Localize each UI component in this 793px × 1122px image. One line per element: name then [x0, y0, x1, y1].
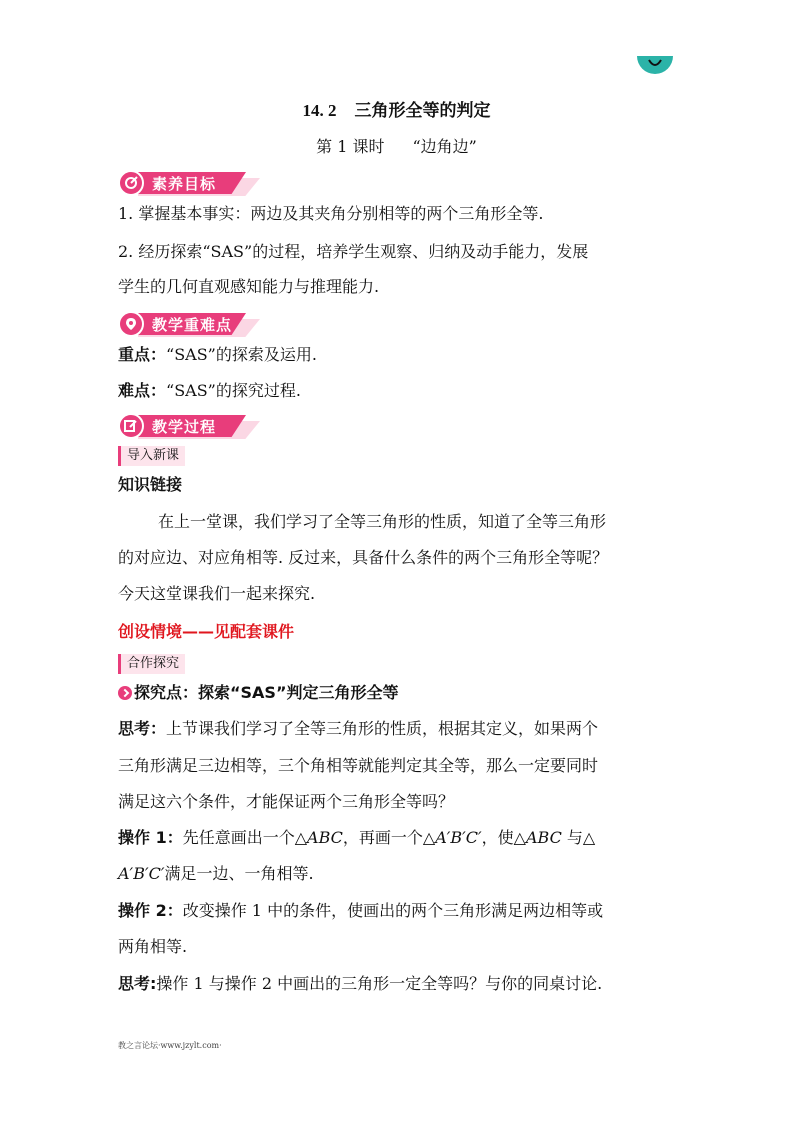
target-icon: [118, 170, 144, 196]
goal-line-1: 1. 掌握基本事实：两边及其夹角分别相等的两个三角形全等.: [118, 204, 544, 223]
explore-point-text: 探究点：探索“SAS”判定三角形全等: [134, 683, 399, 702]
op1-tri-abc-2: ABC: [525, 828, 562, 847]
op1-line-2: [118, 863, 314, 885]
op1-line-1: [118, 827, 595, 849]
intro-line-3: 今天这堂课我们一起来探究.: [118, 584, 316, 603]
op1-text-a: 先任意画出一个△: [182, 828, 308, 847]
subtitle-quote: “边角边”: [412, 137, 477, 156]
section-badge-goals: [118, 170, 258, 196]
op1-line2-text: 满足一边、一角相等.: [164, 864, 314, 883]
intro-line-1: 在上一堂课，我们学习了全等三角形的性质，知道了全等三角形: [158, 512, 607, 531]
focus-hard-text: “SAS”的探究过程.: [166, 381, 301, 400]
title-number: 14. 2: [302, 101, 337, 120]
focus-key-line: [118, 344, 317, 366]
think1-label: 思考：: [118, 719, 167, 738]
page-subtitle: [0, 134, 793, 157]
focus-key-label: 重点：: [118, 345, 167, 364]
footer-source: 教之言论坛·www.jzylt.com·: [118, 1041, 222, 1050]
section-badge-focus: [118, 311, 258, 337]
op1-line2-tri: A′B′C′: [118, 864, 165, 883]
op2-line-2: 两角相等.: [118, 937, 188, 956]
op1-text-d: 与△: [561, 828, 596, 847]
think2-text: 操作 1 与操作 2 中画出的三角形一定全等吗？与你的同桌讨论.: [156, 974, 603, 993]
section-label-goals: 素养目标: [152, 175, 217, 193]
pencil-note-icon: [118, 413, 144, 439]
page-title: [0, 96, 793, 121]
subtitle-lesson: 第 1 课时: [316, 137, 385, 156]
section-label-process: 教学过程: [152, 418, 217, 436]
arrow-circle-icon: [118, 686, 132, 700]
section-badge-process: [118, 413, 258, 439]
think2-line: [118, 973, 602, 995]
smile-icon: [645, 58, 665, 70]
op2-text-1: 改变操作 1 中的条件，使画出的两个三角形满足两边相等或: [182, 901, 604, 920]
title-text: 三角形全等的判定: [354, 101, 491, 121]
section-label-focus: 教学重难点: [152, 316, 233, 334]
goal-line-2: 2. 经历探索“SAS”的过程，培养学生观察、归纳及动手能力，发展: [118, 242, 589, 261]
op1-text-c: ，使△: [481, 828, 526, 847]
think2-label: 思考:: [118, 974, 157, 993]
intro-line-2: 的对应边、对应角相等. 反过来，具备什么条件的两个三角形全等呢？: [118, 548, 609, 567]
focus-key-text: “SAS”的探索及运用.: [166, 345, 317, 364]
tag-intro: 导入新课: [118, 446, 185, 466]
corner-smile-badge: [637, 56, 673, 74]
explore-point: [118, 682, 398, 704]
focus-hard-line: [118, 380, 301, 402]
op1-text-b: ，再画一个△: [342, 828, 436, 847]
situation-link: 创设情境——见配套课件: [118, 622, 295, 641]
think1-text-1: 上节课我们学习了全等三角形的性质，根据其定义，如果两个: [166, 719, 599, 738]
think1-line-1: [118, 718, 598, 740]
op2-label: 操作 2：: [118, 901, 183, 920]
op1-label: 操作 1：: [118, 828, 183, 847]
location-pin-icon: [118, 311, 144, 337]
op1-tri-abc: ABC: [307, 828, 343, 847]
think1-line-3: 满足这六个条件，才能保证两个三角形全等吗？: [118, 792, 455, 811]
intro-heading: 知识链接: [118, 475, 183, 494]
op1-tri-abc-prime: A′B′C′: [435, 828, 482, 847]
focus-hard-label: 难点：: [118, 381, 167, 400]
tag-explore: 合作探究: [118, 654, 185, 674]
goal-line-3: 学生的几何直观感知能力与推理能力.: [118, 277, 380, 296]
op2-line-1: [118, 900, 603, 922]
think1-line-2: 三角形满足三边相等，三个角相等就能判定其全等，那么一定要同时: [118, 756, 599, 775]
